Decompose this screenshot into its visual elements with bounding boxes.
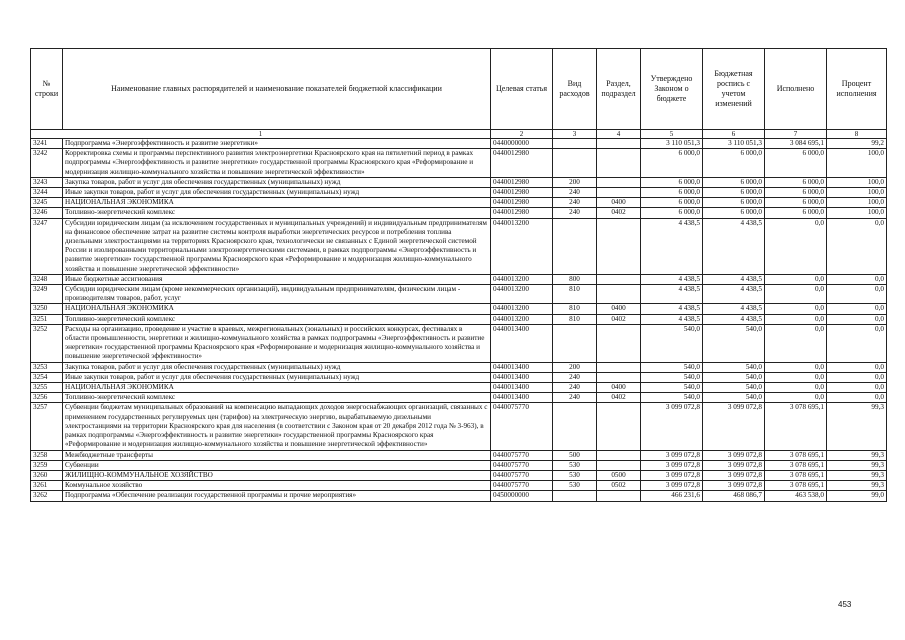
cell-budget-schedule: 540,0 [703, 393, 765, 403]
column-number: 2 [491, 130, 553, 139]
cell-row-number: 3243 [31, 177, 63, 187]
cell-expense-type: 810 [553, 304, 597, 314]
table-row [31, 460, 887, 470]
cell-budget-schedule: 6 000,0 [703, 208, 765, 218]
table-row [31, 362, 887, 372]
cell-budget-schedule: 6 000,0 [703, 149, 765, 178]
cell-percent: 100,0 [827, 177, 887, 187]
cell-name: Субвенции бюджетам муниципальных образований на компенсацию выпадающих доходов энергоснабжающих организаций, связанных с применением государственных регулируемых цен (тарифов) на электрическую энергию, вырабатываемую дизельными электростанциями на территории Красноярского края для населения (в соответствии с Законом края от 20 декабря 2012 года № 3-963), в рамках подпрограммы «Энергоэффективность и развитие энергетики» государственной программы Красноярского края «Реформирование и модернизация жилищно-коммунального хозяйства и повышение энергетической эффективности» [63, 403, 491, 450]
column-number: 4 [597, 130, 641, 139]
cell-name: НАЦИОНАЛЬНАЯ ЭКОНОМИКА [63, 383, 491, 393]
cell-percent: 99,2 [827, 139, 887, 149]
table-header-row [31, 49, 887, 130]
cell-expense-type: 810 [553, 314, 597, 324]
table-row [31, 285, 887, 304]
cell-approved: 540,0 [641, 324, 703, 362]
cell-section [597, 218, 641, 274]
cell-approved: 4 438,5 [641, 218, 703, 274]
cell-executed: 6 000,0 [765, 208, 827, 218]
cell-section: 0402 [597, 314, 641, 324]
header-name: Наименование главных распорядителей и наименование показателей бюджетной классификации [63, 49, 491, 130]
cell-approved: 3 099 072,8 [641, 403, 703, 450]
cell-target-article: 0440013400 [491, 393, 553, 403]
cell-target-article: 0440013400 [491, 383, 553, 393]
header-executed: Исполнено [765, 49, 827, 130]
cell-percent: 99,3 [827, 481, 887, 491]
cell-approved: 4 438,5 [641, 314, 703, 324]
table-row [31, 177, 887, 187]
cell-name: Закупка товаров, работ и услуг для обеспечения государственных (муниципальных) нужд [63, 362, 491, 372]
header-target: Целевая статья [491, 49, 553, 130]
cell-row-number: 3249 [31, 285, 63, 304]
cell-approved: 540,0 [641, 383, 703, 393]
cell-percent: 100,0 [827, 198, 887, 208]
cell-target-article: 0440075770 [491, 460, 553, 470]
cell-target-article: 0440013400 [491, 324, 553, 362]
cell-budget-schedule: 4 438,5 [703, 218, 765, 274]
cell-section [597, 285, 641, 304]
cell-target-article: 0440013200 [491, 285, 553, 304]
cell-expense-type: 200 [553, 177, 597, 187]
cell-row-number: 3252 [31, 324, 63, 362]
cell-section [597, 460, 641, 470]
cell-section [597, 324, 641, 362]
table-row [31, 274, 887, 284]
cell-approved: 6 000,0 [641, 149, 703, 178]
cell-name: ЖИЛИЩНО-КОММУНАЛЬНОЕ ХОЗЯЙСТВО [63, 470, 491, 480]
cell-target-article: 0440075770 [491, 470, 553, 480]
cell-row-number: 3246 [31, 208, 63, 218]
column-number: 5 [641, 130, 703, 139]
cell-section [597, 177, 641, 187]
cell-name: Топливно-энергетический комплекс [63, 208, 491, 218]
cell-executed: 0,0 [765, 393, 827, 403]
cell-percent: 0,0 [827, 362, 887, 372]
cell-row-number: 3241 [31, 139, 63, 149]
cell-row-number: 3260 [31, 470, 63, 480]
cell-percent: 100,0 [827, 208, 887, 218]
cell-percent: 0,0 [827, 324, 887, 362]
cell-expense-type [553, 403, 597, 450]
cell-executed: 0,0 [765, 314, 827, 324]
table-row [31, 198, 887, 208]
cell-executed: 3 078 695,1 [765, 450, 827, 460]
cell-target-article: 0440013200 [491, 314, 553, 324]
cell-budget-schedule: 4 438,5 [703, 304, 765, 314]
cell-approved: 6 000,0 [641, 177, 703, 187]
cell-expense-type [553, 324, 597, 362]
cell-name: Подпрограмма «Обеспечение реализации государственной программы и прочие мероприятия» [63, 491, 491, 501]
cell-approved: 3 099 072,8 [641, 450, 703, 460]
cell-row-number: 3255 [31, 383, 63, 393]
cell-executed: 0,0 [765, 285, 827, 304]
budget-table [30, 48, 887, 502]
table-row [31, 372, 887, 382]
table-row [31, 218, 887, 274]
header-budget: Бюджетная роспись с учетом изменений [703, 49, 765, 130]
cell-percent: 0,0 [827, 372, 887, 382]
cell-expense-type: 530 [553, 470, 597, 480]
cell-budget-schedule: 540,0 [703, 383, 765, 393]
cell-target-article: 0450000000 [491, 491, 553, 501]
cell-name: Иные бюджетные ассигнования [63, 274, 491, 284]
cell-budget-schedule: 4 438,5 [703, 285, 765, 304]
cell-approved: 4 438,5 [641, 285, 703, 304]
cell-percent: 100,0 [827, 149, 887, 178]
cell-target-article: 0440075770 [491, 450, 553, 460]
cell-row-number: 3248 [31, 274, 63, 284]
cell-row-number: 3256 [31, 393, 63, 403]
cell-budget-schedule: 3 110 051,3 [703, 139, 765, 149]
cell-executed: 0,0 [765, 304, 827, 314]
cell-target-article: 0440075770 [491, 403, 553, 450]
cell-row-number: 3261 [31, 481, 63, 491]
cell-name: Корректировка схемы и программы перспективного развития электроэнергетики Красноярского края на пятилетний период в рамках подпрограммы «Энергоэффективность и развитие энергетики» государственной программы Красноярского края «Реформирование и модернизация жилищно-коммунального хозяйства и повышение энергетической эффективности» [63, 149, 491, 178]
cell-budget-schedule: 6 000,0 [703, 177, 765, 187]
cell-row-number: 3258 [31, 450, 63, 460]
cell-expense-type: 530 [553, 460, 597, 470]
cell-approved: 4 438,5 [641, 274, 703, 284]
table-row [31, 314, 887, 324]
cell-row-number: 3244 [31, 188, 63, 198]
cell-section [597, 188, 641, 198]
cell-approved: 3 110 051,3 [641, 139, 703, 149]
cell-expense-type: 530 [553, 481, 597, 491]
cell-name: Закупка товаров, работ и услуг для обеспечения государственных (муниципальных) нужд [63, 177, 491, 187]
cell-section: 0400 [597, 198, 641, 208]
cell-name: Коммунальное хозяйство [63, 481, 491, 491]
cell-section [597, 274, 641, 284]
table-row [31, 139, 887, 149]
cell-target-article: 0440012980 [491, 149, 553, 178]
column-number: 6 [703, 130, 765, 139]
cell-section: 0502 [597, 481, 641, 491]
cell-section [597, 362, 641, 372]
cell-section [597, 491, 641, 501]
table-row [31, 304, 887, 314]
cell-name: Топливно-энергетический комплекс [63, 393, 491, 403]
cell-percent: 0,0 [827, 304, 887, 314]
cell-percent: 99,3 [827, 403, 887, 450]
column-number: 3 [553, 130, 597, 139]
cell-expense-type: 200 [553, 362, 597, 372]
column-number: 1 [31, 130, 491, 139]
cell-budget-schedule: 6 000,0 [703, 198, 765, 208]
cell-section [597, 450, 641, 460]
cell-budget-schedule: 4 438,5 [703, 314, 765, 324]
page-number: 453 [838, 600, 852, 609]
cell-executed: 0,0 [765, 362, 827, 372]
cell-target-article: 0440012980 [491, 177, 553, 187]
cell-name: Подпрограмма «Энергоэффективность и развитие энергетики» [63, 139, 491, 149]
cell-name: НАЦИОНАЛЬНАЯ ЭКОНОМИКА [63, 304, 491, 314]
cell-budget-schedule: 3 099 072,8 [703, 450, 765, 460]
cell-expense-type: 240 [553, 372, 597, 382]
cell-budget-schedule: 3 099 072,8 [703, 470, 765, 480]
cell-approved: 4 438,5 [641, 304, 703, 314]
cell-approved: 540,0 [641, 393, 703, 403]
cell-expense-type [553, 218, 597, 274]
cell-target-article: 0440013200 [491, 274, 553, 284]
cell-percent: 0,0 [827, 393, 887, 403]
cell-percent: 99,3 [827, 450, 887, 460]
cell-target-article: 0440013400 [491, 372, 553, 382]
table-row [31, 481, 887, 491]
cell-percent: 0,0 [827, 314, 887, 324]
cell-row-number: 3259 [31, 460, 63, 470]
cell-percent: 0,0 [827, 383, 887, 393]
cell-section: 0402 [597, 208, 641, 218]
cell-target-article: 0440000000 [491, 139, 553, 149]
cell-executed: 3 078 695,1 [765, 481, 827, 491]
cell-target-article: 0440075770 [491, 481, 553, 491]
cell-section: 0400 [597, 383, 641, 393]
cell-name: Иные закупки товаров, работ и услуг для обеспечения государственных (муниципальных) нужд [63, 188, 491, 198]
cell-target-article: 0440013200 [491, 304, 553, 314]
cell-name: Расходы на организацию, проведение и участие в краевых, межрегиональных (зональных) и российских конкурсах, фестивалях в области промышленности, энергетики и жилищно-коммунального хозяйства в рамках подпрограммы «Энергоэффективность и развитие энергетики» государственной программы Красноярского края «Реформирование и модернизация жилищно-коммунального хозяйства и повышение энергетической эффективности» [63, 324, 491, 362]
table-row [31, 470, 887, 480]
cell-expense-type: 810 [553, 285, 597, 304]
cell-executed: 3 078 695,1 [765, 470, 827, 480]
cell-budget-schedule: 4 438,5 [703, 274, 765, 284]
cell-section [597, 139, 641, 149]
cell-target-article: 0440013400 [491, 362, 553, 372]
cell-expense-type: 240 [553, 188, 597, 198]
cell-percent: 99,3 [827, 470, 887, 480]
cell-expense-type: 240 [553, 208, 597, 218]
cell-target-article: 0440012980 [491, 198, 553, 208]
cell-approved: 3 099 072,8 [641, 470, 703, 480]
column-number-row [31, 130, 887, 139]
cell-executed: 3 078 695,1 [765, 460, 827, 470]
cell-percent: 100,0 [827, 188, 887, 198]
cell-name: Субсидии юридическим лицам (кроме некоммерческих организаций), индивидуальным предпринимателям, физическим лицам - производителям товаров, работ, услуг [63, 285, 491, 304]
cell-name: Субсидии юридическим лицам (за исключением государственных и муниципальных учреждений) и индивидуальным предпринимателям на финансовое обеспечение затрат на развитие системы контроля выработки энергетических ресурсов и потребления топлива дизельными электростанциями на территориях Красноярского края, технологически не связанных с Единой энергетической системой России и изолированными территориальными электроэнергетическими системами, в рамках подпрограммы «Энергоэффективность и развитие энергетики» государственной программы Красноярского края «Реформирование и модернизация жилищно-коммунального хозяйства и повышение энергетической эффективности» [63, 218, 491, 274]
cell-percent: 99,0 [827, 491, 887, 501]
cell-percent: 0,0 [827, 218, 887, 274]
table-row [31, 393, 887, 403]
cell-row-number: 3262 [31, 491, 63, 501]
cell-expense-type [553, 139, 597, 149]
cell-section [597, 149, 641, 178]
cell-budget-schedule: 468 086,7 [703, 491, 765, 501]
cell-expense-type: 240 [553, 198, 597, 208]
header-section: Раздел, подраздел [597, 49, 641, 130]
cell-expense-type: 240 [553, 393, 597, 403]
header-percent: Процент исполнения [827, 49, 887, 130]
cell-row-number: 3254 [31, 372, 63, 382]
cell-section [597, 403, 641, 450]
cell-approved: 6 000,0 [641, 208, 703, 218]
cell-row-number: 3245 [31, 198, 63, 208]
table-row [31, 324, 887, 362]
cell-executed: 0,0 [765, 324, 827, 362]
cell-section: 0400 [597, 304, 641, 314]
cell-percent: 0,0 [827, 274, 887, 284]
cell-expense-type: 240 [553, 383, 597, 393]
cell-executed: 0,0 [765, 372, 827, 382]
cell-executed: 6 000,0 [765, 198, 827, 208]
cell-budget-schedule: 6 000,0 [703, 188, 765, 198]
cell-budget-schedule: 3 099 072,8 [703, 460, 765, 470]
cell-section: 0500 [597, 470, 641, 480]
cell-approved: 540,0 [641, 362, 703, 372]
cell-budget-schedule: 540,0 [703, 324, 765, 362]
cell-row-number: 3253 [31, 362, 63, 372]
cell-executed: 0,0 [765, 383, 827, 393]
table-row [31, 403, 887, 450]
cell-approved: 3 099 072,8 [641, 460, 703, 470]
column-number: 8 [827, 130, 887, 139]
cell-budget-schedule: 540,0 [703, 362, 765, 372]
table-body [31, 139, 887, 502]
cell-approved: 466 231,6 [641, 491, 703, 501]
cell-row-number: 3250 [31, 304, 63, 314]
cell-row-number: 3251 [31, 314, 63, 324]
column-number: 7 [765, 130, 827, 139]
cell-expense-type: 800 [553, 274, 597, 284]
table-row [31, 149, 887, 178]
cell-budget-schedule: 3 099 072,8 [703, 481, 765, 491]
cell-percent: 99,3 [827, 460, 887, 470]
cell-executed: 463 538,0 [765, 491, 827, 501]
table-row [31, 208, 887, 218]
cell-row-number: 3242 [31, 149, 63, 178]
table-row [31, 188, 887, 198]
cell-executed: 0,0 [765, 274, 827, 284]
header-row-no: № строки [31, 49, 63, 130]
cell-target-article: 0440013200 [491, 218, 553, 274]
cell-executed: 3 084 695,1 [765, 139, 827, 149]
cell-budget-schedule: 3 099 072,8 [703, 403, 765, 450]
cell-percent: 0,0 [827, 285, 887, 304]
cell-executed: 6 000,0 [765, 149, 827, 178]
cell-section: 0402 [597, 393, 641, 403]
cell-approved: 6 000,0 [641, 198, 703, 208]
table-row [31, 491, 887, 501]
cell-expense-type [553, 491, 597, 501]
cell-name: НАЦИОНАЛЬНАЯ ЭКОНОМИКА [63, 198, 491, 208]
cell-budget-schedule: 540,0 [703, 372, 765, 382]
cell-target-article: 0440012980 [491, 208, 553, 218]
cell-name: Межбюджетные трансферты [63, 450, 491, 460]
header-exp-type: Вид расходов [553, 49, 597, 130]
document-page [30, 48, 886, 502]
cell-name: Топливно-энергетический комплекс [63, 314, 491, 324]
table-row [31, 450, 887, 460]
cell-executed: 6 000,0 [765, 177, 827, 187]
cell-target-article: 0440012980 [491, 188, 553, 198]
cell-approved: 540,0 [641, 372, 703, 382]
cell-approved: 3 099 072,8 [641, 481, 703, 491]
table-row [31, 383, 887, 393]
cell-executed: 3 078 695,1 [765, 403, 827, 450]
cell-section [597, 372, 641, 382]
cell-expense-type [553, 149, 597, 178]
cell-row-number: 3257 [31, 403, 63, 450]
cell-executed: 6 000,0 [765, 188, 827, 198]
header-approved: Утверждено Законом о бюджете [641, 49, 703, 130]
cell-name: Иные закупки товаров, работ и услуг для обеспечения государственных (муниципальных) нужд [63, 372, 491, 382]
cell-name: Субвенции [63, 460, 491, 470]
cell-row-number: 3247 [31, 218, 63, 274]
cell-expense-type: 500 [553, 450, 597, 460]
cell-executed: 0,0 [765, 218, 827, 274]
cell-approved: 6 000,0 [641, 188, 703, 198]
